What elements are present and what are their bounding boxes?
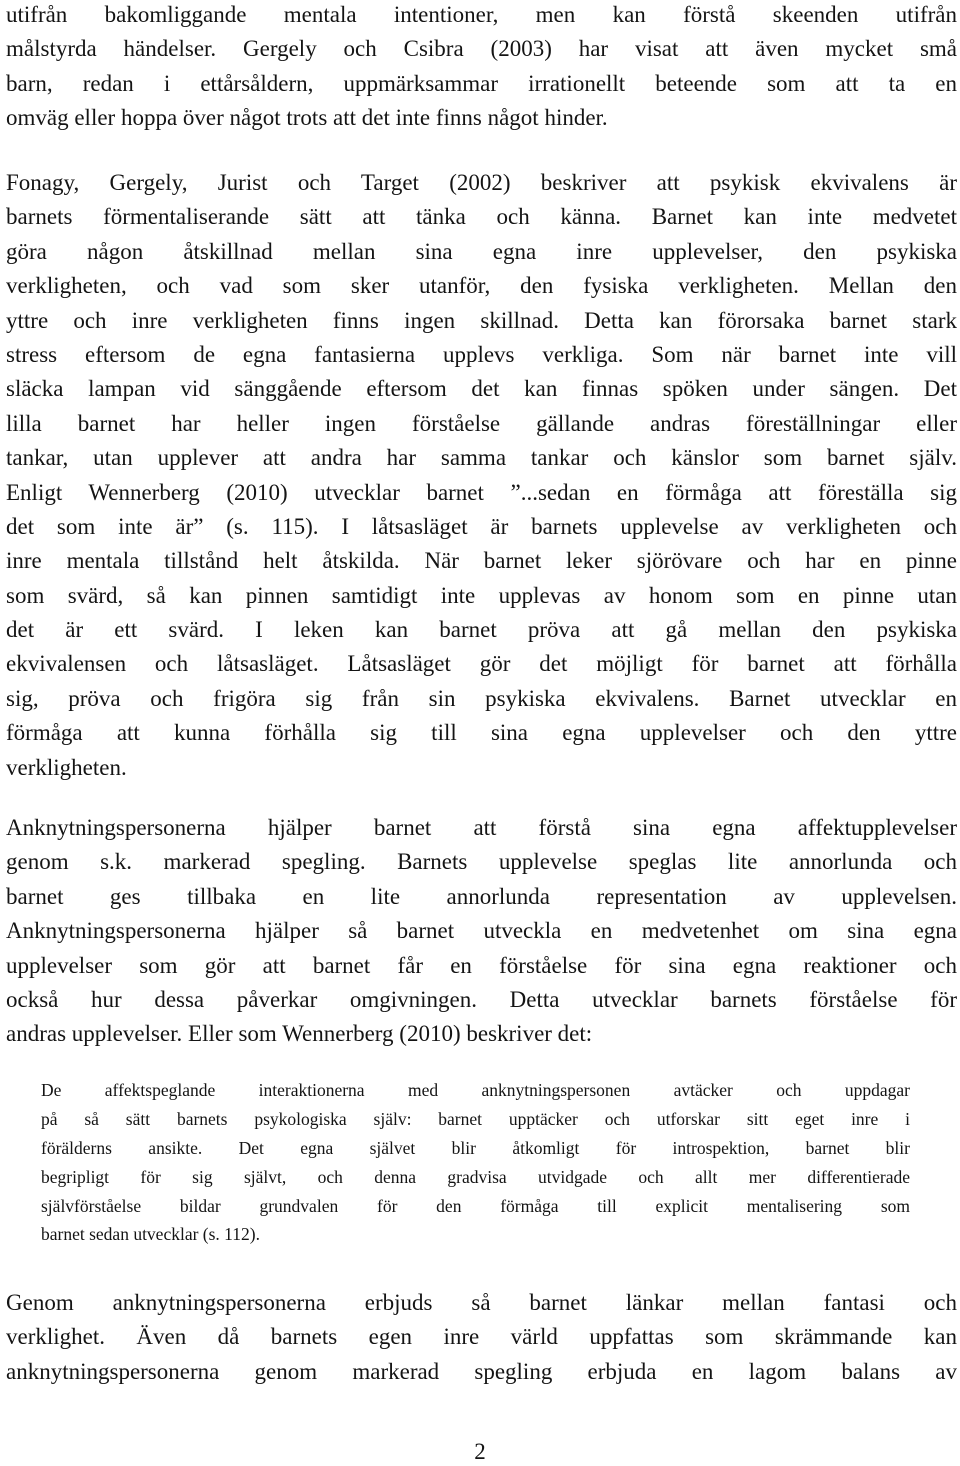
quote-line: begripligt för sig självt, och denna gradvisa utvidgade och allt mer differentierade [41,1166,910,1187]
text-line: barnet ges tillbaka en lite annorlunda representation av upplevelsen. [6,883,957,909]
quote-line: självförståelse bildar grundvalen för den förmåga till explicit mentalisering som [41,1195,910,1216]
text-line: stress eftersom de egna fantasierna upplevs verkliga. Som när barnet inte vill [6,341,957,367]
text-line: göra någon åtskillnad mellan sina egna inre upplevelser, den psykiska [6,238,957,264]
text-line: målstyrda händelser. Gergely och Csibra (2003) har visat att även mycket små [6,36,957,62]
text-line: det som inte är” (s. 115). I låtsasläget är barnets upplevelse av verkligheten och [6,513,957,539]
quote-line: på så sätt barnets psykologiska själv: barnet upptäcker och utforskar sitt eget inre i [41,1108,910,1129]
text-line: genom s.k. markerad spegling. Barnets upplevelse speglas lite annorlunda och [6,849,957,875]
text-line: verkligheten. [6,754,127,780]
text-line: Anknytningspersonerna hjälper så barnet utveckla en medvetenhet om sina egna [6,918,957,944]
block-quote [41,1076,910,1249]
text-line: utifrån bakomliggande mentala intentioner, men kan förstå skeenden utifrån [6,2,957,27]
paragraph-3 [6,811,957,1052]
paragraph-2 [6,166,957,785]
text-line: verklighet. Även då barnets egen inre värld uppfattas som skrämmande kan [6,1324,957,1350]
text-line: barn, redan i ettårsåldern, uppmärksammar irrationellt beteende som att ta en [6,70,957,96]
text-line: lilla barnet har heller ingen förståelse gällande andras föreställningar eller [6,410,957,436]
text-line: omväg eller hoppa över något trots att det inte finns något hinder. [6,105,608,131]
quote-line: förälderns ansikte. Det egna självet blir åtkomligt för introspektion, barnet blir [41,1137,910,1158]
text-line: släcka lampan vid sänggående eftersom det kan finnas spöken under sängen. Det [6,376,957,402]
paragraph-1 [6,0,957,136]
text-line: sig, pröva och frigöra sig från sin psykiska ekvivalens. Barnet utvecklar en [6,685,957,711]
text-line: andras upplevelser. Eller som Wennerberg (2010) beskriver det: [6,1021,593,1047]
text-line: Anknytningspersonerna hjälper barnet att förstå sina egna affektupplevelser [6,815,957,840]
text-line: förmåga att kunna förhålla sig till sina egna upplevelser och den yttre [6,720,957,746]
page-number: 2 [474,1439,486,1464]
text-line: också hur dessa påverkar omgivningen. Detta utvecklar barnets förståelse för [6,986,957,1012]
text-line: inre mentala tillstånd helt åtskilda. När barnet leker sjörövare och har en pinne [6,548,957,574]
text-line: barnets förmentaliserande sätt att tänka och känna. Barnet kan inte medvetet [6,204,957,230]
text-line: Enligt Wennerberg (2010) utvecklar barnet ”...sedan en förmåga att föreställa sig [6,479,957,505]
text-line: verkligheten, och vad som sker utanför, den fysiska verkligheten. Mellan den [6,273,957,299]
text-line: upplevelser som gör att barnet får en förståelse för sina egna reaktioner och [6,952,957,978]
text-line: Fonagy, Gergely, Jurist och Target (2002) beskriver att psykisk ekvivalens är [6,170,957,195]
text-line: ekvivalensen och låtsasläget. Låtsasläget gör det möjligt för barnet att förhålla [6,651,957,677]
text-line: som svärd, så kan pinnen samtidigt inte upplevas av honom som en pinne utan [6,582,957,608]
quote-line: barnet sedan utvecklar (s. 112). [41,1224,260,1245]
text-line: det är ett svärd. I leken kan barnet pröva att gå mellan den psykiska [6,617,957,643]
paragraph-4 [6,1286,957,1389]
text-line: tankar, utan upplever att andra har samma tankar och känslor som barnet själv. [6,445,957,471]
quote-line: De affektspeglande interaktionerna med anknytningspersonen avtäcker och uppdagar [41,1080,910,1100]
text-line: Genom anknytningspersonerna erbjuds så barnet länkar mellan fantasi och [6,1290,957,1315]
text-line: yttre och inre verkligheten finns ingen skillnad. Detta kan förorsaka barnet stark [6,307,957,333]
text-line: anknytningspersonerna genom markerad spegling erbjuda en lagom balans av [6,1358,957,1384]
